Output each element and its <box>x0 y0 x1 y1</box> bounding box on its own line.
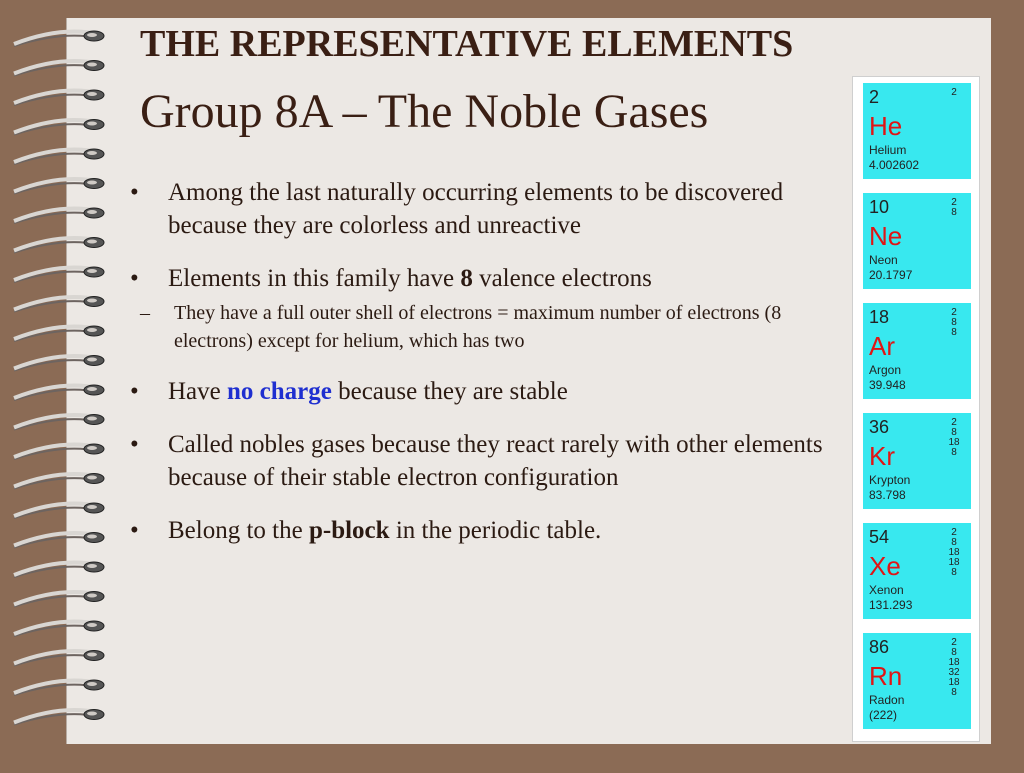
slide-subtitle: Group 8A – The Noble Gases <box>140 85 709 138</box>
shell-count: 2 <box>951 307 957 318</box>
element-cell-xenon <box>863 523 971 619</box>
shell-count: 18 <box>948 657 960 668</box>
bullet-text: Belong to the <box>168 517 309 544</box>
bullet-item <box>130 262 830 295</box>
coil-ring <box>14 533 104 548</box>
bullet-item <box>130 176 830 242</box>
bullet-marker: • <box>130 431 139 458</box>
atomic-number: 2 <box>869 87 880 107</box>
element-symbol: Ne <box>869 221 903 251</box>
electron-shells <box>945 88 963 98</box>
coil-ring <box>14 297 104 312</box>
coil-ring <box>14 326 104 341</box>
coil-ring <box>14 444 104 459</box>
bullet-item <box>130 514 830 547</box>
slide-title: THE REPRESENTATIVE ELEMENTS <box>140 23 794 65</box>
sub-bullet-marker: – <box>140 302 150 324</box>
shell-count: 18 <box>948 677 960 688</box>
bullet-text: because they are stable <box>331 378 568 405</box>
coil-ring <box>14 503 104 518</box>
atomic-number: 86 <box>869 637 890 657</box>
bullet-list <box>130 176 830 567</box>
shell-count: 18 <box>948 547 960 558</box>
shell-count: 2 <box>951 637 957 648</box>
coil-ring <box>14 562 104 577</box>
shell-count: 18 <box>948 437 960 448</box>
shell-count: 8 <box>951 687 957 698</box>
element-cell-krypton <box>863 413 971 509</box>
coil-ring <box>14 120 104 135</box>
coil-ring <box>14 651 104 666</box>
coil-ring <box>14 208 104 223</box>
atomic-mass: 20.1797 <box>869 268 913 282</box>
bullet-marker: • <box>130 378 139 405</box>
element-symbol: He <box>869 111 903 141</box>
bullet-item <box>130 375 830 408</box>
coil-ring <box>14 710 104 725</box>
electron-shells <box>945 418 963 458</box>
atomic-number: 54 <box>869 527 890 547</box>
element-name: Neon <box>869 253 898 267</box>
element-name: Helium <box>869 143 907 157</box>
shell-count: 32 <box>948 667 960 678</box>
atomic-number: 10 <box>869 197 890 217</box>
bullet-marker: • <box>130 517 139 544</box>
bullet-item <box>130 428 830 494</box>
electron-shells <box>945 638 963 698</box>
coil-ring <box>14 385 104 400</box>
element-name: Argon <box>869 363 902 377</box>
shell-count: 8 <box>951 207 957 218</box>
shell-count: 2 <box>951 527 957 538</box>
coil-ring <box>14 90 104 105</box>
atomic-number: 18 <box>869 307 890 327</box>
shell-count: 8 <box>951 537 957 548</box>
sub-bullet-text: They have a full outer shell of electrons = maximum number of electrons (8 electrons) except for helium, which has two <box>174 302 782 352</box>
element-symbol: Kr <box>869 441 895 471</box>
atomic-mass: 83.798 <box>869 488 906 502</box>
bullet-emphasis: p-block <box>308 517 390 544</box>
atomic-mass: (222) <box>869 708 898 722</box>
coil-ring <box>14 238 104 253</box>
coil-ring <box>14 31 104 46</box>
coil-ring <box>14 415 104 430</box>
element-symbol: Xe <box>869 551 901 581</box>
spiral-coils <box>0 0 112 768</box>
shell-count: 8 <box>951 327 957 338</box>
coil-ring <box>14 149 104 164</box>
bullet-marker: • <box>130 265 139 292</box>
bullet-emphasis: no charge <box>227 378 332 405</box>
atomic-mass: 39.948 <box>869 378 906 392</box>
element-name: Xenon <box>869 583 904 597</box>
element-name: Krypton <box>869 473 911 487</box>
coil-ring <box>14 61 104 76</box>
shell-count: 18 <box>948 557 960 568</box>
coil-ring <box>14 680 104 695</box>
shell-count: 2 <box>951 197 957 208</box>
element-cell-argon <box>863 303 971 399</box>
bullet-text: Elements in this family have <box>168 265 461 292</box>
atomic-number: 36 <box>869 417 890 437</box>
element-symbol: Ar <box>869 331 895 361</box>
shell-count: 8 <box>951 427 957 438</box>
shell-count: 8 <box>951 317 957 328</box>
element-name: Radon <box>869 693 905 707</box>
atomic-mass: 131.293 <box>869 598 913 612</box>
electron-shells <box>945 308 963 338</box>
coil-ring <box>14 621 104 636</box>
coil-ring <box>14 267 104 282</box>
spiral-binding <box>0 0 112 768</box>
coil-ring <box>14 356 104 371</box>
shell-count: 2 <box>951 87 957 98</box>
noble-gas-column <box>852 76 980 742</box>
bullet-text: Called nobles gases because they react rarely with other elements because of their stable electron configuration <box>168 431 823 491</box>
element-cell-radon <box>863 633 971 729</box>
element-cell-helium <box>863 83 971 179</box>
coil-ring <box>14 592 104 607</box>
bullet-text: Among the last naturally occurring elements to be discovered because they are colorless and unreactive <box>168 179 784 239</box>
coil-ring <box>14 179 104 194</box>
coil-ring <box>14 474 104 489</box>
shell-count: 2 <box>951 417 957 428</box>
shell-count: 8 <box>951 647 957 658</box>
shell-count: 8 <box>951 447 957 458</box>
electron-shells <box>945 528 963 578</box>
bullet-emphasis: 8 <box>460 265 473 292</box>
shell-count: 8 <box>951 567 957 578</box>
sub-bullet-item <box>92 299 830 355</box>
bullet-text: valence electrons <box>472 265 652 292</box>
element-symbol: Rn <box>869 661 903 691</box>
bullet-marker: • <box>130 179 139 206</box>
bullet-text: in the periodic table. <box>389 517 602 544</box>
atomic-mass: 4.002602 <box>869 158 920 172</box>
electron-shells <box>945 198 963 218</box>
bullet-text: Have <box>168 378 227 405</box>
element-cell-neon <box>863 193 971 289</box>
